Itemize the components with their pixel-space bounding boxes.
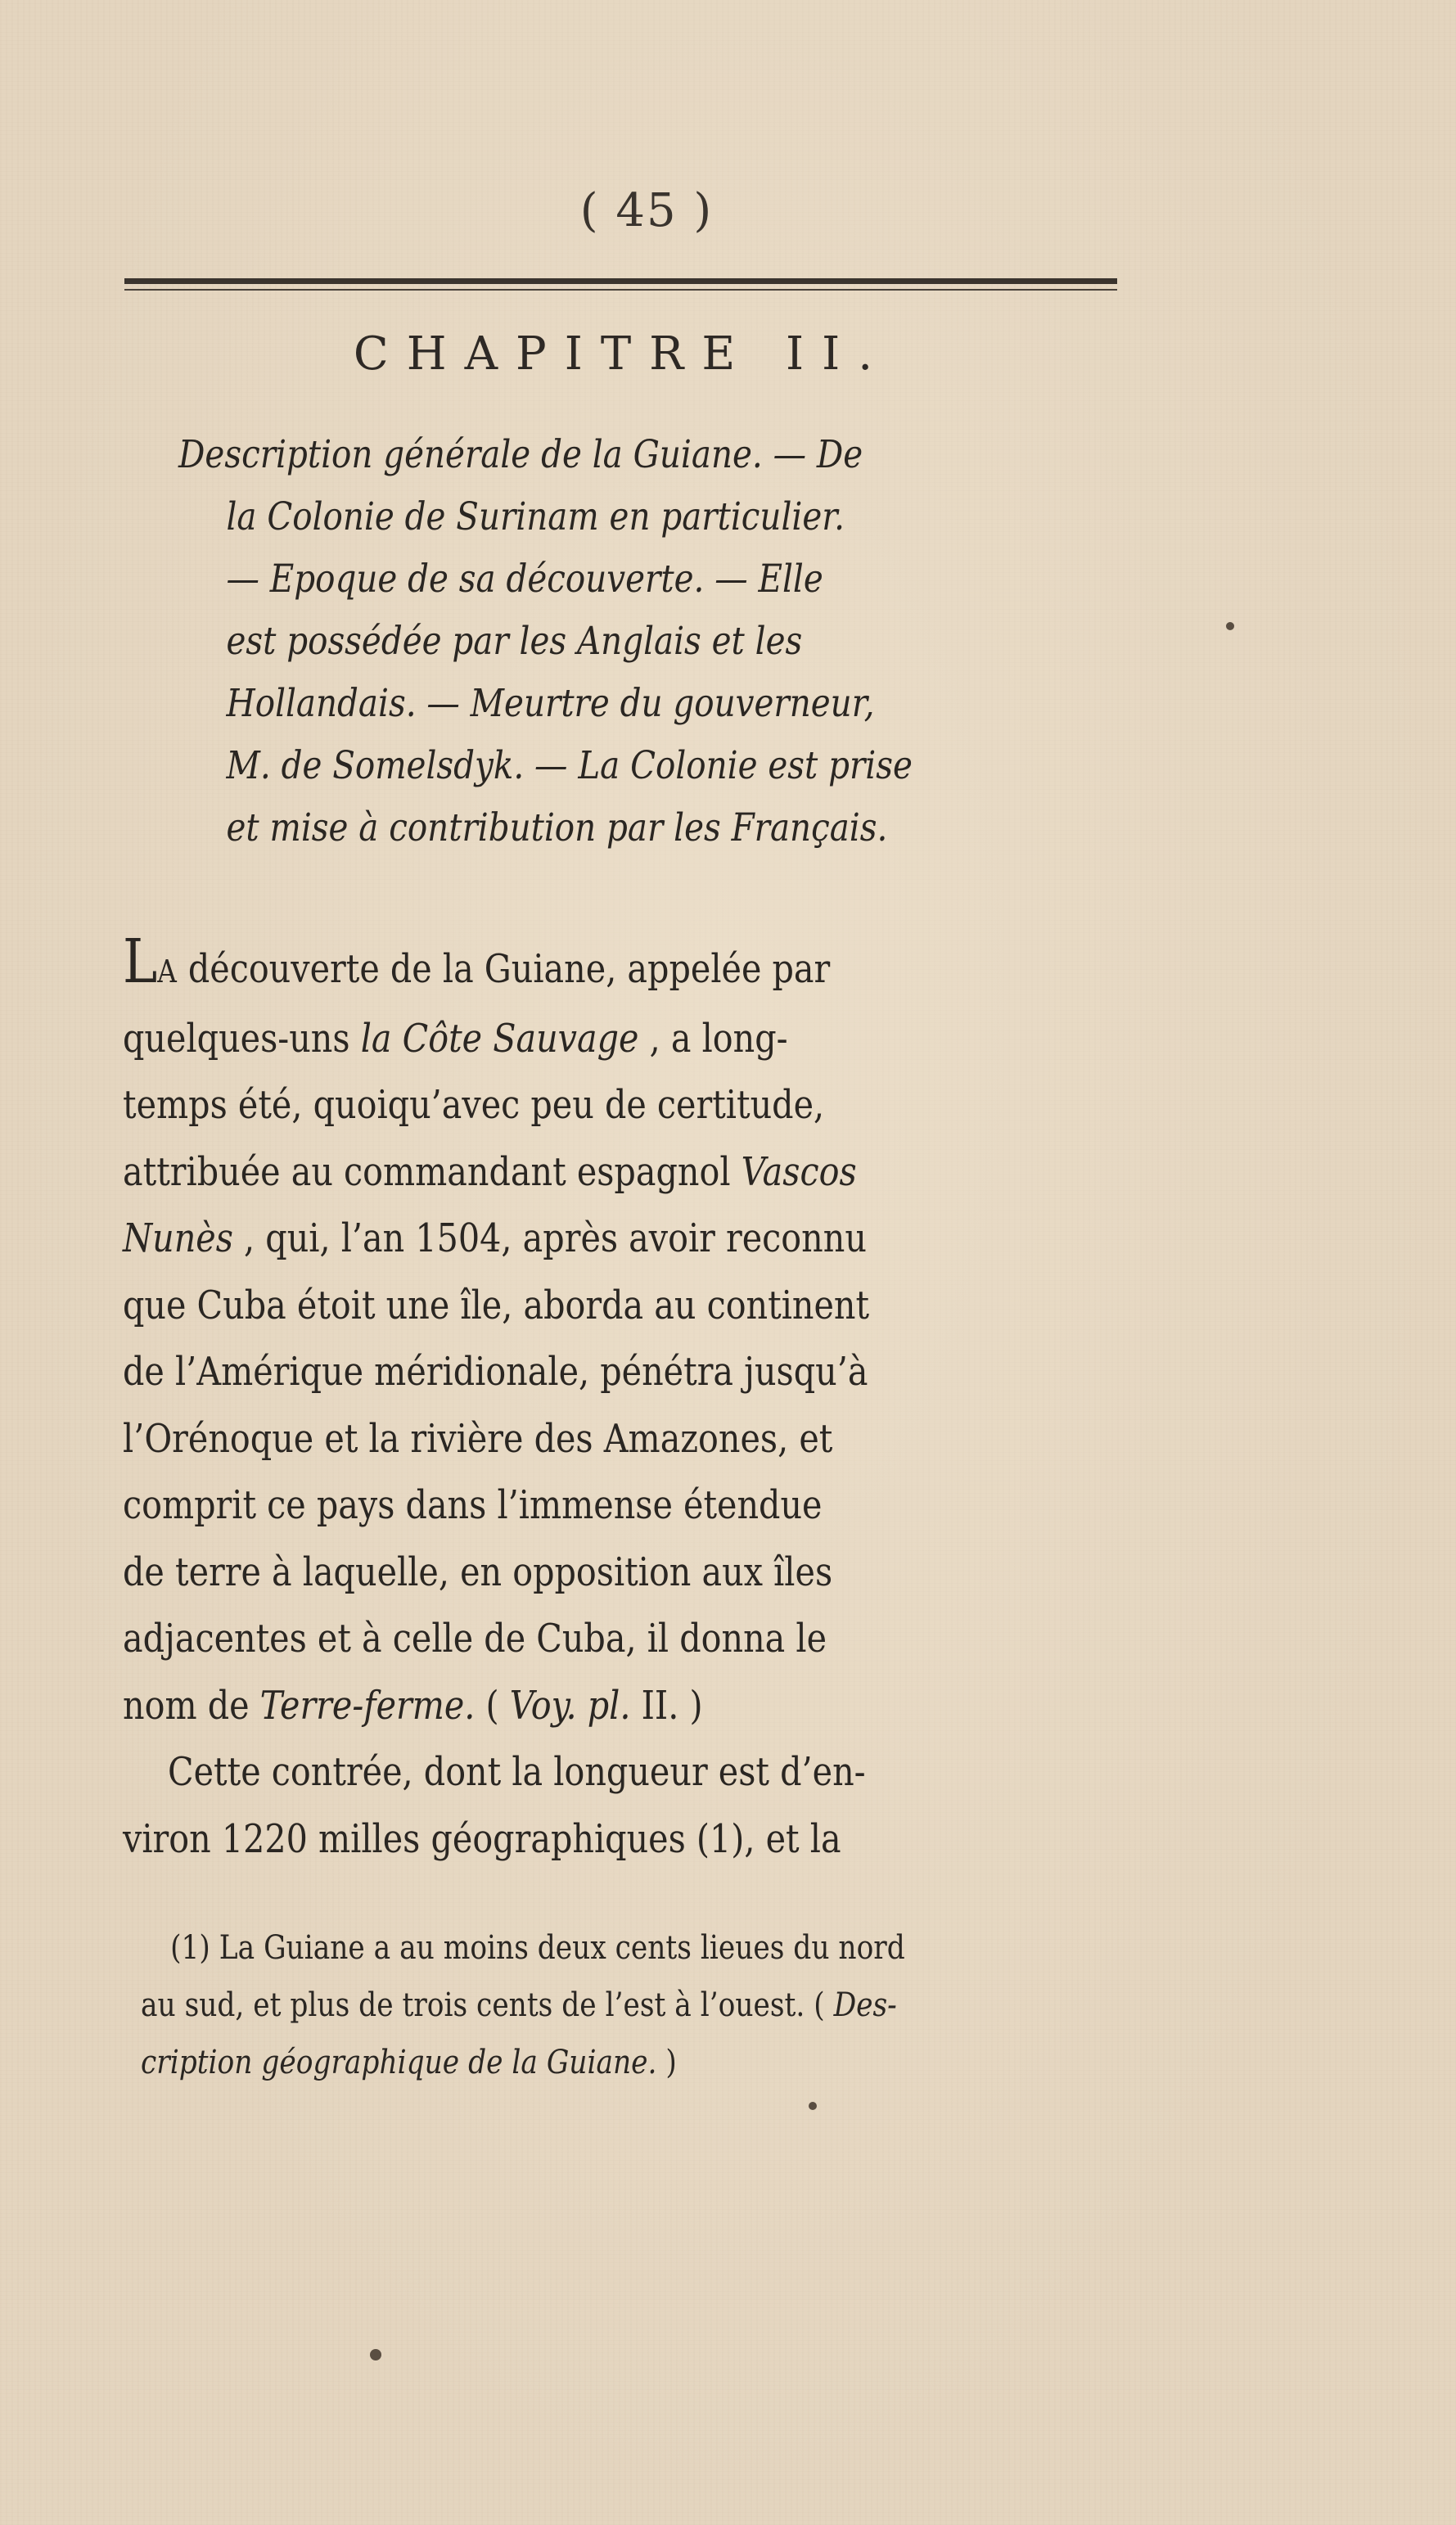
body-line: [123, 1006, 1136, 1073]
italic-phrase: Voy. pl.: [509, 1682, 631, 1729]
body-line: [123, 927, 1136, 1006]
rule-thin-line: [124, 289, 1117, 291]
body-line: [123, 1673, 1136, 1740]
body-line-text: , a long-: [638, 1015, 788, 1062]
italic-phrase: Des-: [833, 1986, 897, 2024]
footnote-line: (1) La Guiane a au moins deux cents lieues du nord: [170, 1929, 905, 1967]
body-line: comprit ce pays dans l’immense étendue: [123, 1482, 823, 1528]
body-line-text: quelques-uns: [123, 1015, 361, 1062]
body-line-text: , qui, l’an 1504, après avoir reconnu: [232, 1215, 867, 1261]
footnote-line: [141, 1977, 1126, 2034]
footnote-text: ): [656, 2044, 677, 2081]
body-line: Cette contrée, dont la longueur est d’en-: [168, 1749, 866, 1795]
italic-phrase: la Côte Sauvage: [360, 1015, 639, 1062]
body-line: l’Orénoque et la rivière des Amazones, et: [123, 1415, 833, 1462]
body-line: de terre à laquelle, en opposition aux îles: [123, 1549, 833, 1595]
summary-line: — Epoque de sa découverte. — Elle: [226, 557, 823, 602]
rule-thick-line: [124, 278, 1117, 284]
chapter-title: CHAPITRE II.: [353, 327, 891, 381]
summary-line: Description générale de la Guiane. — De: [178, 432, 863, 477]
ink-spot: [370, 2349, 381, 2360]
footnote-text: au sud, et plus de trois cents de l’est à l’ouest. (: [141, 1986, 834, 2024]
body-line-text: découverte de la Guiane, appelée par: [177, 946, 831, 992]
body-line-text: nom de: [123, 1682, 260, 1729]
body-line: de l’Amérique méridionale, pénétra jusqu’à: [123, 1349, 868, 1395]
summary-line: M. de Somelsdyk. — La Colonie est prise: [226, 743, 913, 788]
page-number: ( 45 ): [579, 184, 714, 237]
summary-line: Hollandais. — Meurtre du gouverneur,: [226, 681, 875, 726]
summary-line: est possédée par les Anglais et les: [226, 619, 803, 664]
body-text: [123, 927, 1136, 1873]
summary-line: la Colonie de Surinam en particulier.: [226, 494, 845, 539]
ink-spot: [1226, 622, 1234, 630]
footnote-line: [141, 2034, 1126, 2091]
body-line: [123, 1139, 1136, 1206]
body-line: adjacentes et à celle de Cuba, il donna le: [123, 1616, 827, 1662]
ink-spot: [809, 2102, 817, 2110]
chapter-summary: [178, 424, 1129, 859]
drop-cap: L: [123, 927, 158, 997]
body-line-text: II. ): [630, 1682, 703, 1729]
body-line: temps été, quoiqu’avec peu de certitude,: [123, 1082, 825, 1128]
italic-phrase: Nunès: [123, 1215, 233, 1261]
body-line-text: attribuée au commandant espagnol: [123, 1148, 742, 1195]
footnote: [141, 1919, 1126, 2091]
header-rule: [124, 278, 1117, 296]
body-line: que Cuba étoit une île, aborda au continent: [123, 1282, 870, 1328]
summary-line: et mise à contribution par les Français.: [226, 805, 888, 850]
italic-phrase: cription géographique de la Guiane.: [141, 2044, 657, 2081]
book-page: [123, 0, 1170, 2525]
small-caps: A: [157, 954, 178, 990]
body-line: [123, 1206, 1136, 1273]
italic-phrase: Vascos: [741, 1148, 857, 1195]
italic-phrase: Terre-ferme.: [259, 1682, 476, 1729]
body-line-text: (: [475, 1682, 510, 1729]
body-line: viron 1220 milles géographiques (1), et la: [123, 1815, 841, 1862]
